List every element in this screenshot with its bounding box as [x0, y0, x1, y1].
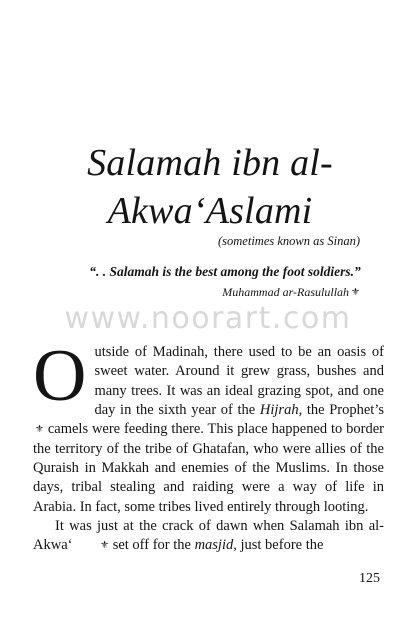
chapter-title: Salamah ibn al-Akwa‘Aslami: [87, 142, 333, 232]
epigraph-attribution: [100, 285, 360, 300]
paragraph-2: [33, 517, 384, 556]
p2-text-a: It was just at the crack of dawn when Salamah ibn al-Akwa‘: [33, 518, 384, 554]
p2-masjid: masjid,: [194, 537, 237, 554]
p1-text-a: utside of Madinah, there used to be an oasis of sweet water. Around it grew grass, bushes and many trees. It was an ideal grazing spot, and one day in the sixth year of the: [94, 344, 384, 419]
p1-text-c: camels were feeding there. This place happened to border the territory of the tribe of Ghatafan, who were allies of the Quraish in Makkah and enemies of the Muslims. In those days, tribal stealing and raiding were a way of life in Arabia. In fact, some tribes lived entirely through looting.: [33, 421, 384, 515]
ra-honorific-icon: ⚜: [100, 540, 110, 552]
page-number: 125: [359, 571, 380, 586]
saw-honorific-icon: ⚜: [35, 424, 44, 436]
p2-text-b: set off for the: [109, 537, 195, 554]
p2-text-c: just before the: [236, 537, 324, 554]
epigraph-quote: “. . Salamah is the best among the foot soldiers.”: [89, 264, 361, 279]
chapter-subtitle: (sometimes known as Sinan): [218, 234, 360, 248]
p1-text-b: the Prophet’s: [302, 402, 385, 419]
paragraph-1: [33, 335, 385, 517]
drop-cap: O: [33, 335, 87, 417]
watermark-text: www.noorart.com: [64, 301, 352, 336]
saw-honorific-icon: ⚜: [351, 287, 360, 298]
chapter-body: [33, 335, 385, 556]
p1-hijrah: Hijrah,: [259, 402, 303, 419]
attribution-name: Muhammad ar-Rasulullah: [222, 285, 350, 299]
